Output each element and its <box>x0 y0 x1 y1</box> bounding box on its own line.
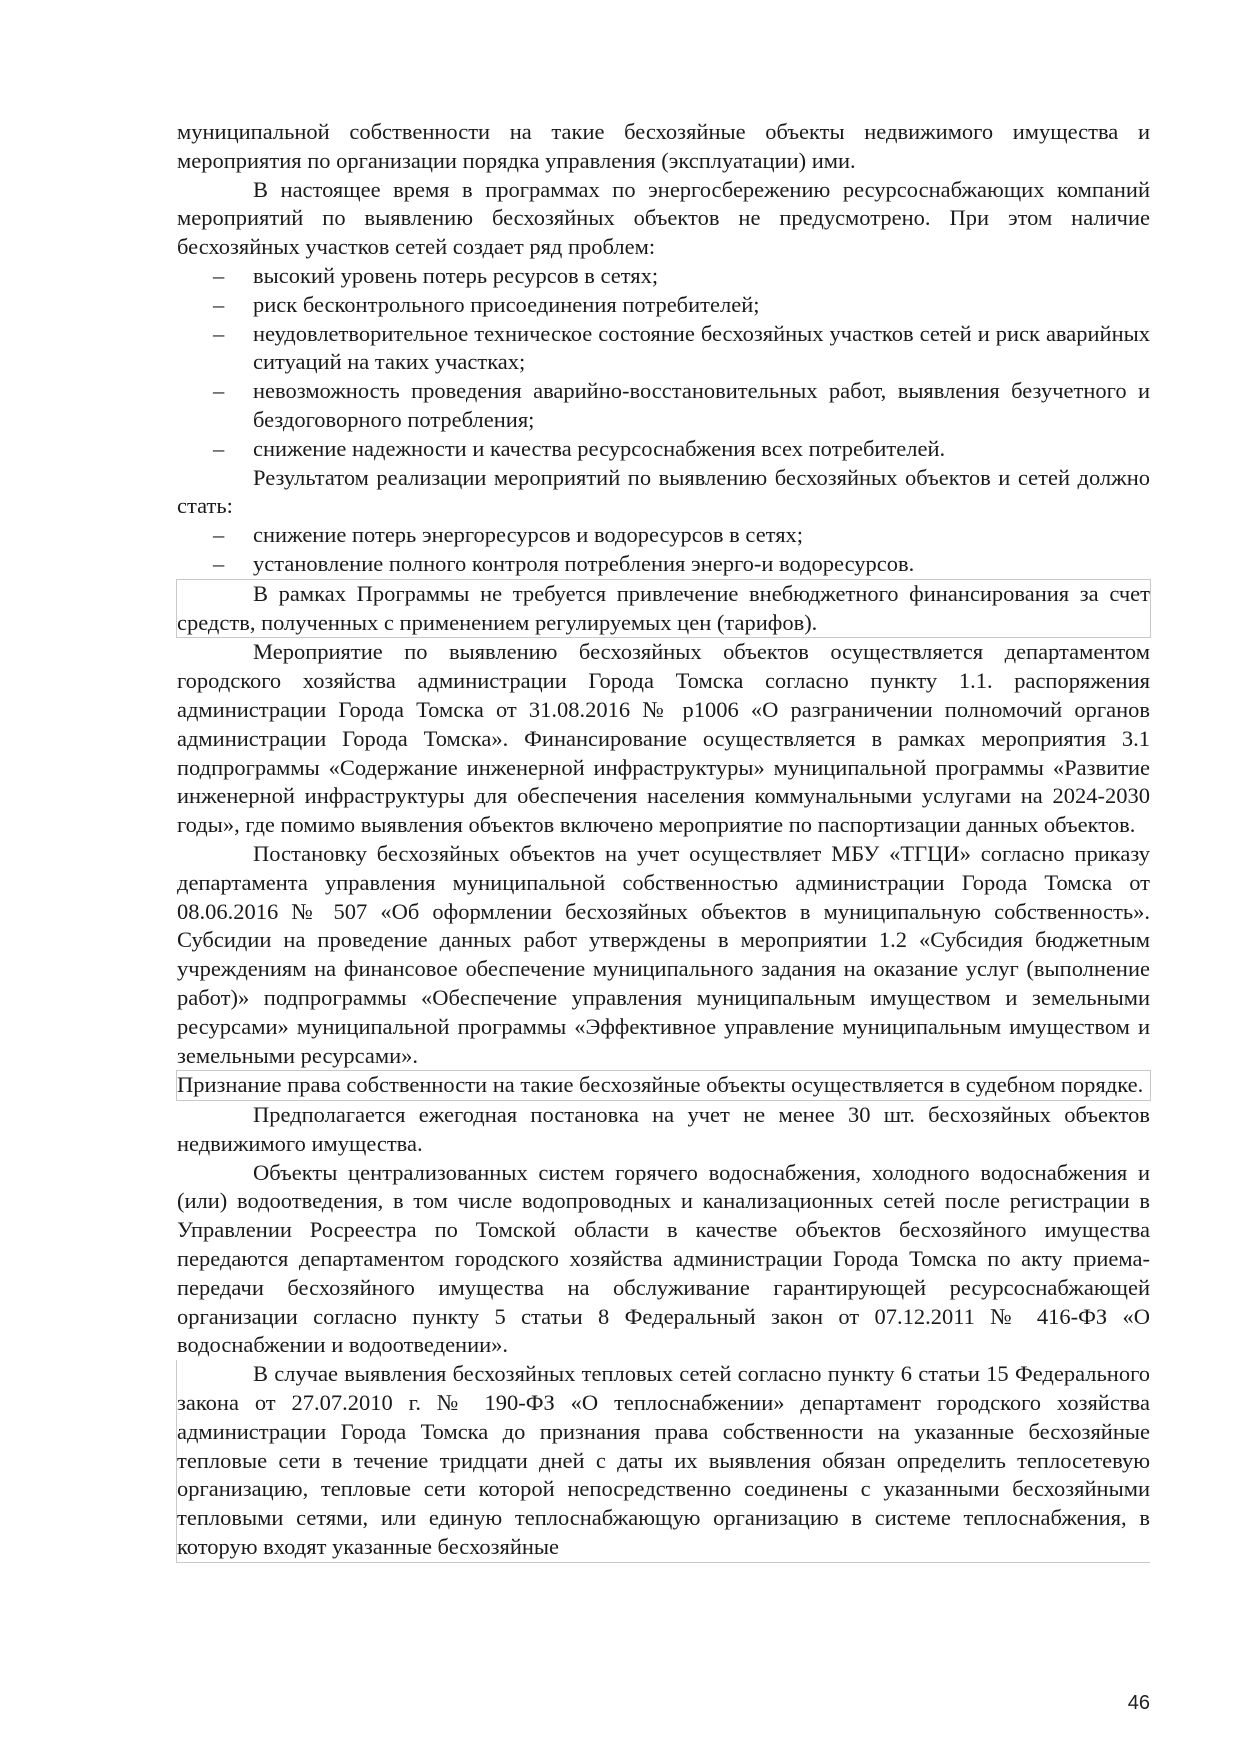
paragraph-6: Предполагается ежегодная постановка на учет не менее 30 шт. бесхозяйных объектов недвижимого имущества. <box>177 1102 1150 1156</box>
list-item: – неудовлетворительное техническое состояние бесхозяйных участков сетей и риск аварийных ситуаций на таких участках; <box>213 320 1150 375</box>
document-body <box>177 118 1150 1563</box>
dash-bullet: – <box>213 378 225 404</box>
paragraph-7: Объекты централизованных систем горячего водоснабжения, холодного водоснабжения и (или) водоотведения, в том числе водопроводных и канализационных сетей после регистрации в Управлении Росреестра по Томской области в качестве объектов бесхозяйного имущества передаются департаментом городского хозяйства администрации Города Томска по акту приема-передачи бесхозяйного имущества на обслуживание гарантирующей ресурсоснабжающей организации согласно пункту 5 статьи 8 Федеральный закон от 07.12.2011 № 416-ФЗ «О водоснабжении и водоотведении». <box>177 1159 1150 1358</box>
paragraph-8-highlighted: В случае выявления бесхозяйных тепловых сетей согласно пункту 6 статьи 15 Федерального закона от 27.07.2010 г. № 190-ФЗ «О теплоснабжении» департамент городского хозяйства администрации Города Томска до признания права собственности на указанные бесхозяйные тепловые сети в течение тридцати дней с даты их выявления обязан определить теплосетевую организацию, тепловые сети которой непосредственно соединены с указанными бесхозяйными тепловыми сетями, или единую теплоснабжающую организацию в системе теплоснабжения, в которую входят указанные бесхозяйные <box>176 1360 1150 1563</box>
list-item: – установление полного контроля потребления энерго-и водоресурсов. <box>177 550 1150 579</box>
results-list <box>177 521 1150 579</box>
paragraph-5-highlighted: Признание права собственности на такие бесхозяйные объекты осуществляется в судебном порядке. <box>176 1070 1151 1101</box>
paragraph-3-highlighted: В рамках Программы не требуется привлечение внебюджетного финансирования за счет средств, полученных с применением регулируемых цен (тарифов). <box>176 579 1151 639</box>
dash-bullet: – <box>213 291 225 317</box>
dash-bullet: – <box>213 550 225 576</box>
dash-bullet: – <box>213 262 225 288</box>
list-item: – снижение потерь энергоресурсов и водоресурсов в сетях; <box>177 521 1150 550</box>
list-item: – снижение надежности и качества ресурсоснабжения всех потребителей. <box>177 435 1150 464</box>
dash-bullet: – <box>213 522 225 548</box>
paragraph-5: Постановку бесхозяйных объектов на учет осуществляет МБУ «ТГЦИ» согласно приказу департамента управления муниципальной собственностью администрации Города Томска от 08.06.2016 № 507 «Об оформлении бесхозяйных объектов в муниципальную собственность». Субсидии на проведение данных работ утверждены в мероприятии 1.2 «Субсидия бюджетным учреждениям на финансовое обеспечение муниципального задания на оказание услуг (выполнение работ)» подпрограммы «Обеспечение управления муниципальным имуществом и земельными ресурсами» муниципальной программы «Эффективное управление муниципальным имуществом и земельными ресурсами». <box>177 840 1150 1068</box>
problems-list <box>177 262 1150 464</box>
list-item: – риск бесконтрольного присоединения потребителей; <box>177 291 1150 320</box>
page-number: 46 <box>1127 1692 1150 1714</box>
paragraph-1: В настоящее время в программах по энергосбережению ресурсоснабжающих компаний мероприятий по выявлению бесхозяйных объектов не предусмотрено. При этом наличие бесхозяйных участков сетей создает ряд проблем: <box>177 176 1150 260</box>
list-item: – невозможность проведения аварийно-восстановительных работ, выявления безучетного и бездоговорного потребления; <box>213 378 1150 432</box>
dash-bullet: – <box>213 435 225 461</box>
paragraph-0: муниципальной собственности на такие бесхозяйные объекты недвижимого имущества и мероприятия по организации порядка управления (эксплуатации) ими. <box>177 119 1150 173</box>
list-item: – высокий уровень потерь ресурсов в сетях; <box>177 262 1150 291</box>
paragraph-2: Результатом реализации мероприятий по выявлению бесхозяйных объектов и сетей должно стать: <box>177 464 1150 519</box>
paragraph-4: Мероприятие по выявлению бесхозяйных объектов осуществляется департаментом городского хозяйства администрации Города Томска согласно пункту 1.1. распоряжения администрации Города Томска от 31.08.2016 № р1006 «О разграничении полномочий органов администрации Города Томска». Финансирование осуществляется в рамках мероприятия 3.1 подпрограммы «Содержание инженерной инфраструктуры» муниципальной программы «Развитие инженерной инфраструктуры для обеспечения населения коммунальными услугами на 2024-2030 годы», где помимо выявления объектов включено мероприятие по паспортизации данных объектов. <box>177 639 1150 838</box>
dash-bullet: – <box>213 320 225 346</box>
